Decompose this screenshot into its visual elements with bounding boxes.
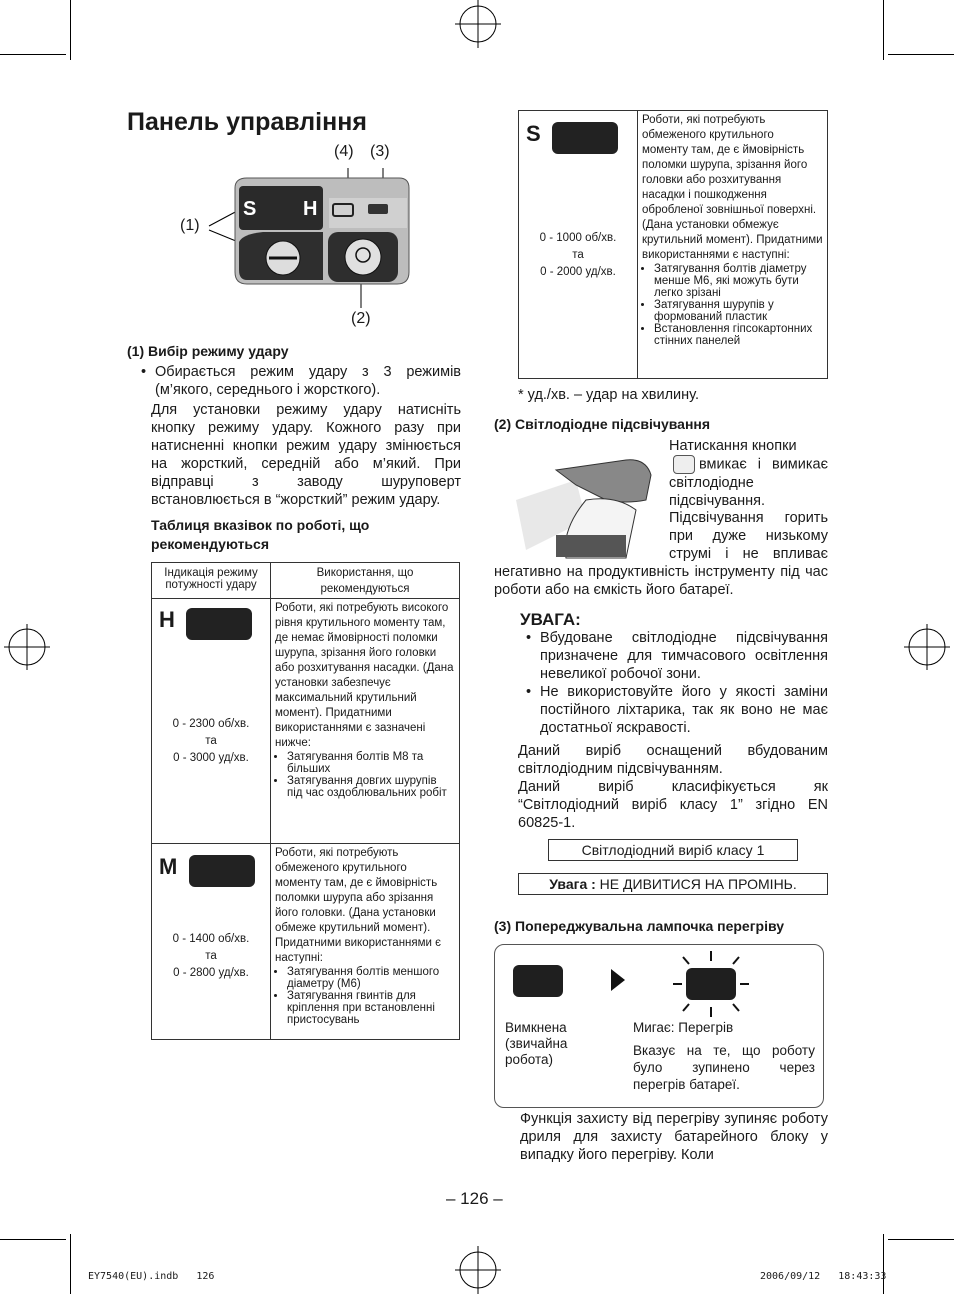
- section-2-p1b: вмикає і вимикає світлодіодне підсвічування.: [669, 456, 828, 509]
- mode-h-desc: Роботи, які потребують високого рівня крутильного моменту там, де немає ймовірності поломки шурупа, зрізання його головки або розхитування насадки. (Дана установки забезпечує максимальний крутильний момент). Придатними використаннями є зазначені нижче:: [275, 602, 454, 749]
- table-row: [519, 111, 828, 379]
- registration-mark: [455, 0, 501, 48]
- mode-h-cell: [152, 599, 271, 844]
- callout-1: (1): [180, 217, 200, 234]
- mode-s-and: та: [572, 249, 584, 261]
- list-item: • Затягування довгих шурупів під час оздоблювальних робіт: [287, 775, 455, 799]
- mode-m-desc: Роботи, які потребують обмеженого крутильного моменту там, де є ймовірність поломки шурупа або зрізання його головки. (Дана установки обмеже крутильний момент). Придатними використаннями є наступні:: [275, 847, 442, 964]
- crop-mark: [883, 1234, 884, 1294]
- mode-m-desc-cell: [271, 844, 460, 1040]
- class-1-label: Світлодіодний виріб класу 1: [548, 839, 798, 861]
- section-3-heading: (3) Попереджувальна лампочка перегріву: [494, 918, 785, 934]
- registration-mark: [455, 1246, 501, 1294]
- crop-mark: [0, 1239, 66, 1240]
- section-3-para: Функція захисту від перегріву зупиняє роботу дриля для захисту батарейного блоку у випадку його перегріву. Коли: [520, 1111, 828, 1163]
- mode-h-speed-2: 0 - 3000 уд/хв.: [173, 752, 249, 764]
- mode-table-continued: [518, 110, 828, 379]
- list-item: • Затягування болтів діаметру менше M6, які можуть бути легко зрізані: [654, 263, 823, 299]
- mode-m-speed-1: 0 - 1400 об/хв.: [172, 933, 250, 945]
- mode-m-and: та: [205, 950, 217, 962]
- list-item: • Встановлення гіпсокартонних стінних панелей: [654, 323, 823, 347]
- mode-h-speed-1: 0 - 2300 об/хв.: [172, 718, 250, 730]
- warning-text: НЕ ДИВИТИСЯ НА ПРОМІНЬ.: [595, 876, 797, 892]
- light-button-icon: [673, 455, 695, 474]
- list-item: • Затягування болтів M8 та більших: [287, 751, 455, 775]
- mode-s-cell: [519, 111, 638, 379]
- overheat-box: [494, 944, 824, 1108]
- page-number: – 126 –: [446, 1189, 503, 1208]
- thermometer-icon-off: [513, 965, 563, 997]
- table-row: [152, 844, 460, 1040]
- overheat-blink-desc: Вказує на те, що роботу було зупинено через перегрів батареї.: [633, 1043, 815, 1092]
- mode-s-speed-1: 0 - 1000 об/хв.: [539, 232, 617, 244]
- callout-3: (3): [370, 143, 390, 160]
- crop-mark: [888, 54, 954, 55]
- section-2-p2: Підсвічування горить при дуже низькому струмі і не впливає негативно на продуктивність інструменту під час роботи або на ємкість його батареї.: [494, 510, 828, 598]
- caution-list: [526, 629, 828, 737]
- section-1-heading: (1) Вибір режиму удару: [127, 343, 289, 359]
- registration-mark: [904, 624, 950, 670]
- table-title: Таблиця вказівок по роботі, що рекомендуються: [151, 517, 370, 552]
- thermometer-icon-blinking: [671, 949, 751, 1019]
- mode-m-letter: M: [159, 854, 178, 880]
- list-item: [526, 629, 828, 683]
- overheat-blink-label: Мигає: Перегрів: [633, 1020, 734, 1035]
- section-2-p3: Даний виріб оснащений вбудованим світлодіодним підсвічуванням.: [518, 743, 828, 777]
- caution-title: УВАГА:: [520, 610, 581, 629]
- control-panel-diagram: [203, 160, 413, 310]
- crop-mark: [0, 54, 66, 55]
- footer-right: 2006/09/12 18:43:33: [760, 1271, 887, 1282]
- mode-indicator-icon: [186, 608, 252, 640]
- mode-h-letter: H: [159, 607, 175, 633]
- section-1-bullet: [141, 363, 461, 399]
- list-item: • Затягування гвинтів для кріплення при встановленні пристосувань: [287, 990, 455, 1026]
- mode-table: [151, 562, 460, 1040]
- list-item: • Затягування болтів меншого діаметру (M6): [287, 966, 455, 990]
- table-header-row: [152, 563, 460, 599]
- table-row: [152, 599, 460, 844]
- mode-s-speed-2: 0 - 2000 уд/хв.: [540, 266, 616, 278]
- footer-left: EY7540(EU).indb 126: [88, 1271, 215, 1282]
- crop-mark: [70, 0, 71, 60]
- mode-m-cell: [152, 844, 271, 1040]
- mode-h-desc-cell: [271, 599, 460, 844]
- section-2-p4: Даний виріб класифікується як “Світлодіодний виріб класу 1” згідно EN 60825-1.: [518, 779, 828, 831]
- arrow-right-icon: [611, 969, 625, 991]
- mode-indicator-icon: [552, 122, 618, 154]
- table-header-indication: Індикація режиму потужності удару: [152, 563, 271, 599]
- mode-s-desc: Роботи, які потребують обмеженого крутильного моменту там, де є ймовірність поломки шурупа, зрізання його головки або розхитування насадки і пошкодження обробленої зовнішньої поверхні. (Дана установки обмежує крутильний момент). Придатними використаннями є наступні:: [642, 114, 823, 261]
- registration-mark: [4, 624, 50, 670]
- mode-s-letter: S: [526, 121, 541, 147]
- warning-label: [518, 873, 828, 895]
- panel-h-label: H: [303, 198, 318, 220]
- mode-indicator-icon: [189, 855, 255, 887]
- section-1-para: Для установки режиму удару натисніть кнопку режиму удару. Кожного разу при натисненні кнопки режим удару змінюється на жорсткий, середній або м’який. При відправці з заводу шуруповерт встановлюється в “жорсткий” режим удару.: [151, 402, 461, 508]
- caution-item-text: Вбудоване світлодіодне підсвічування призначене для тимчасового освітлення невеликої робочої зони.: [540, 630, 828, 682]
- callout-4: (4): [334, 143, 354, 160]
- section-2-p1a: Натискання кнопки: [669, 438, 797, 454]
- panel-s-label: S: [243, 198, 257, 220]
- crop-mark: [883, 0, 884, 60]
- mode-h-and: та: [205, 735, 217, 747]
- table-header-usage: Використання, що рекомендуються: [271, 563, 460, 599]
- caution-item-text: Не використовуйте його у якості заміни постійного ліхтарика, так як воно не має достатньої яскравості.: [540, 684, 828, 736]
- mode-s-desc-cell: [638, 111, 828, 379]
- section-2-p1: [669, 437, 828, 510]
- section-2-p2-wrap: [494, 509, 828, 599]
- crop-mark: [888, 1239, 954, 1240]
- mode-m-speed-2: 0 - 2800 уд/хв.: [173, 967, 249, 979]
- overheat-off-label: Вимкнена (звичайна робота): [505, 1020, 568, 1067]
- callout-2: (2): [351, 310, 371, 327]
- table-footnote: * уд./хв. – удар на хвилину.: [518, 387, 699, 403]
- page-title: Панель управління: [127, 108, 367, 136]
- crop-mark: [70, 1234, 71, 1294]
- section-2-heading: (2) Світлодіодне підсвічування: [494, 416, 711, 432]
- list-item: • Затягування шурупів у формований пластик: [654, 299, 823, 323]
- section-1-bullet-text: Обирається режим удару з 3 режимів (м’якого, середнього і жорсткого).: [155, 364, 461, 398]
- list-item: [526, 683, 828, 737]
- warning-bold: Увага :: [549, 876, 596, 892]
